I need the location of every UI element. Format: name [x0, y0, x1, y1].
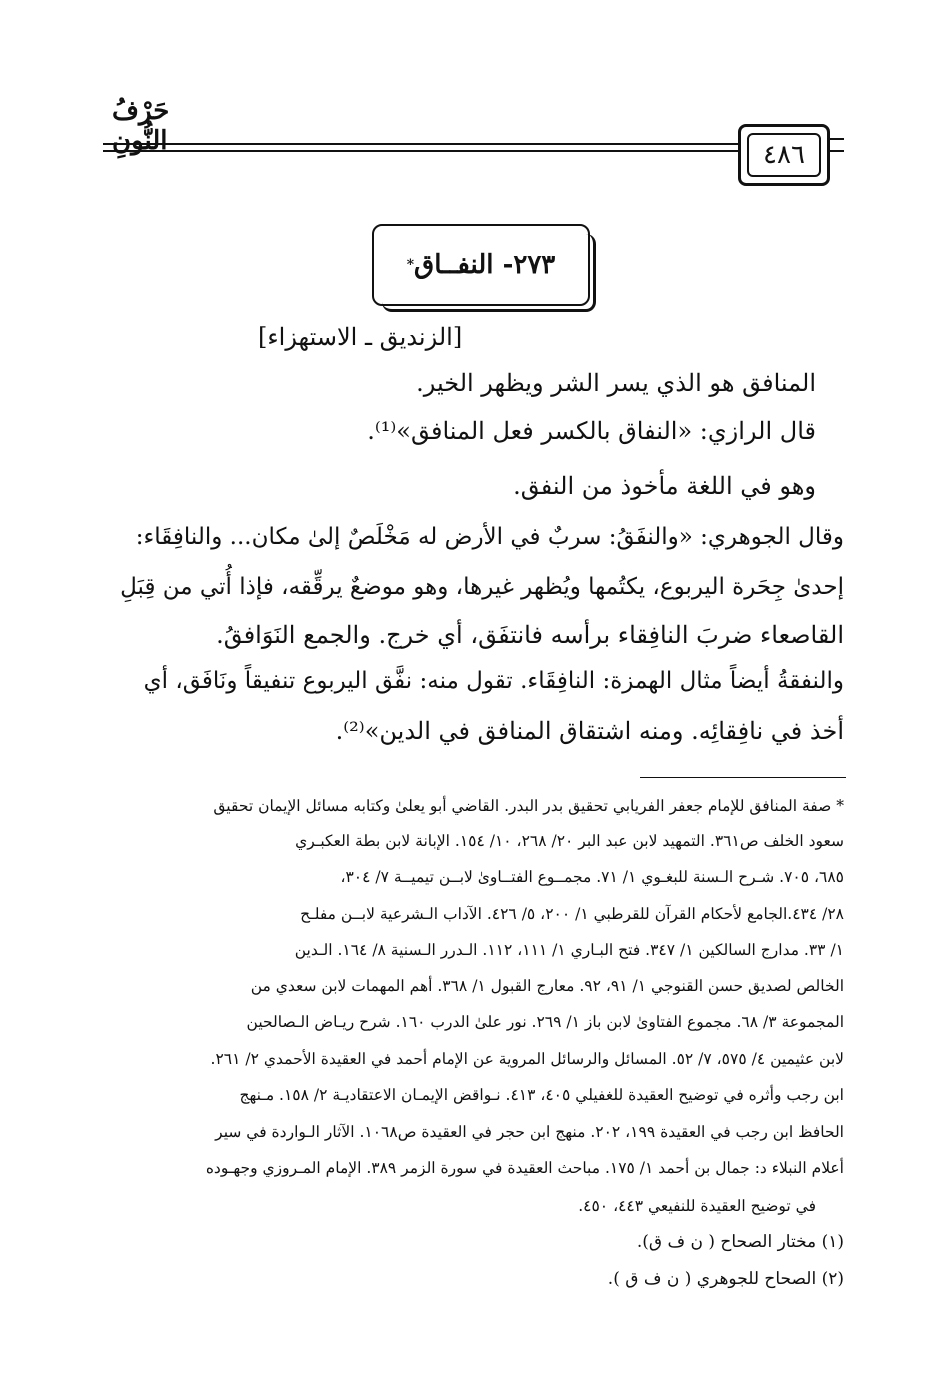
footnote-star-line-7: المجموعة ٣/ ٦٨. مجموع الفتاوىٰ لابن باز ١/ ٢٦٩. نور علىٰ الدرب ١٦٠. شرح ريـاض الـصالحين: [246, 1013, 844, 1031]
page-number-box: [738, 124, 830, 186]
footnote-1: (١) مختار الصحاح ( ن ف ق).: [636, 1232, 844, 1252]
header-ornament: [828, 138, 844, 152]
body-line-5: إحدىٰ جِحَرة اليربوع، يكتُمها ويُظهر غيرها، وهو موضعٌ يرقِّقه، فإذا أُتي من قِبَلِ: [120, 574, 844, 600]
footnote-2: (٢) الصحاح للجوهري ( ن ف ق ).: [607, 1269, 844, 1289]
footnote-separator: [640, 777, 846, 778]
body-line-7: والنفقةُ أيضاً مثال الهمزة: النافِقَاء. تقول منه: نفَّق اليربوع تنفيقاً ونَافَق، أي: [143, 668, 844, 694]
body-line-6: القاصعاء ضربَ النافِقاء برأسه فانتفَق، أي خرج. والجمع النَوَافقُ.: [216, 621, 844, 649]
entry-keywords: [الزنديق ـ الاستهزاء]: [258, 323, 463, 351]
footnote-star-line-12: في توضيح العقيدة للنفيعي ٤٤٣، ٤٥٠.: [578, 1197, 816, 1215]
footnote-star-line-4: ٢٨/ ٤٣٤.الجامع لأحكام القرآن للقرطبي ١/ ٢٠٠، ٥/ ٤٢٦. الآداب الـشرعية لابــن مفلـح: [300, 905, 844, 923]
footnote-star-line-2: سعود الخلف ص٣٦١. التمهيد لابن عبد البر ٢٠/ ٢٦٨، ١٠/ ١٥٤. الإبانة لابن بطة العكبـري: [295, 832, 844, 850]
body-line-8: أخذ في نافِقائِه. ومنه اشتقاق المنافق في الدين»⁽²⁾.: [335, 717, 844, 745]
footnote-star-line-8: لابن عثيمين ٤/ ٥٧٥، ٧/ ٥٢. المسائل والرسائل المروية عن الإمام أحمد في العقيدة الأحمدي ٢/ ٢٦١.: [210, 1050, 844, 1068]
footnote-star-line-6: الخالص لصديق حسن القنوجي ١/ ٩١، ٩٢. معارج القبول ١/ ٣٦٨. أهم المهمات لابن سعدي من: [250, 977, 844, 995]
body-line-4: وقال الجوهري: «والنفَقُ: سربٌ في الأرض له مَخْلَصٌ إلىٰ مكان... والنافِقَاء:: [135, 524, 844, 550]
footnote-star-line-11: أعلام النبلاء د: جمال بن أحمد ١/ ١٧٥. مباحث العقيدة في سورة الزمر ٣٨٩. الإمام المـروزي وجهـوده: [205, 1159, 844, 1177]
entry-title-marker: *: [406, 257, 415, 273]
footnote-star-line-9: ابن رجب وأثره في توضيح العقيدة للغفيلي ٤٠٥، ٤١٣. نـواقض الإيمـان الاعتقاديـة ٢/ ١٥٨. مـنهج: [239, 1086, 844, 1104]
footnote-star-line-3: ٦٨٥، ٧٠٥. شـرح الـسنة للبغـوي ١/ ٧١. مجمــوع الفتــاوىٰ لابــن تيميــة ٧/ ٣٠٤،: [340, 868, 844, 886]
body-line-2: قال الرازي: «النفاق بالكسر فعل المنافق»⁽¹⁾.: [367, 417, 816, 445]
entry-title-box: [372, 224, 590, 306]
page-number: ٤٨٦: [747, 133, 821, 177]
body-line-3: وهو في اللغة مأخوذ من النفق.: [513, 472, 816, 500]
body-line-1: المنافق هو الذي يسر الشر ويظهر الخير.: [416, 369, 816, 397]
header-rule-top: [103, 143, 740, 145]
entry-title-text: ٢٧٣- النفــاق: [414, 250, 556, 280]
footnote-star-line-1: * صفة المنافق للإمام جعفر الفريابي تحقيق بدر البدر. القاضي أبو يعلىٰ وكتابه مسائل الإيمان تحقيق: [213, 797, 844, 815]
header-rule-bottom: [103, 150, 740, 152]
running-title: حَرْفُ النُّونِ: [112, 96, 170, 156]
footnote-star-line-10: الحافظ ابن رجب في العقيدة ١٩٩، ٢٠٢. منهج ابن حجر في العقيدة ص١٠٦٨. الآثار الـواردة في سير: [215, 1123, 844, 1141]
footnote-star-line-5: ١/ ٣٣. مدارج السالكين ١/ ٣٤٧. فتح البـاري ١/ ١١١، ١١٢. الـدرر الـسنية ٨/ ١٦٤. الـدين: [294, 941, 844, 959]
entry-title: [374, 226, 588, 304]
